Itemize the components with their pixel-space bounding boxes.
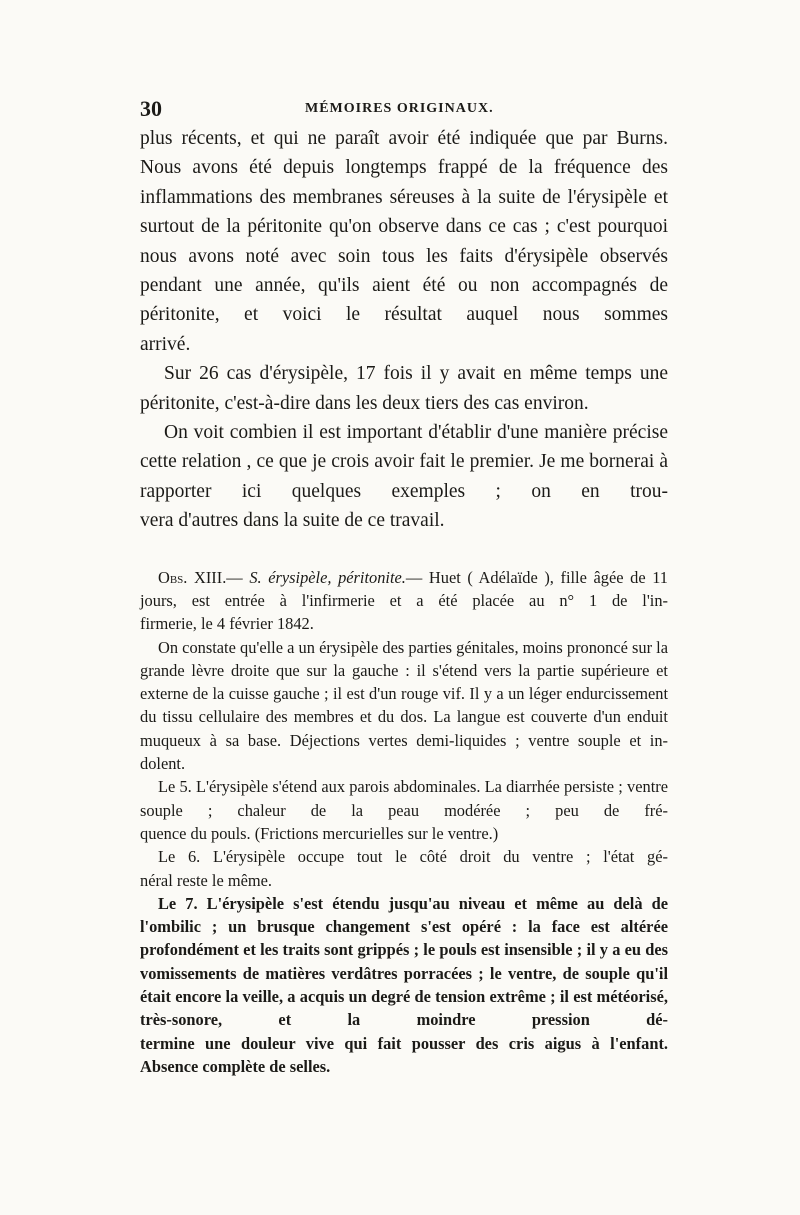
- observation-block: [140, 566, 668, 1079]
- observation-paragraph-3: Le 6. L'érysipèle occupe tout le côté droit du ventre ; l'état gé-: [158, 847, 668, 867]
- observation-paragraph-3-end: néral reste le même.: [140, 870, 272, 890]
- observation-label: Obs. XIII.—: [158, 567, 243, 587]
- paragraph-2: Sur 26 cas d'érysipèle, 17 fois il y avait en même temps une: [164, 363, 668, 385]
- observation-intro: [140, 566, 668, 613]
- observation-paragraph-2-end: quence du pouls. (Frictions mercurielles sur le ventre.): [140, 823, 499, 843]
- observation-paragraph-4: Le 7. L'érysipèle s'est étendu jusqu'au niveau et même au delà de l'ombilic ; un brusque changement s'est opéré : la face est altérée profondément et les traits sont grippés ; le pouls est insensible ; il y a eu des vomissements de matières verdâtres porracées ; le ventre, de souple qu'il était encore la veille, a acquis un degré de tension extrême ; il est météorisé, très-sonore, et la moindre pression dé-: [140, 893, 668, 1030]
- observation-paragraph-1: On constate qu'elle a un érysipèle des parties génitales, moins prononcé sur la grande lèvre droite que sur la gauche : il s'étend vers la partie supérieure et externe de la cuisse gauche ; il est d'un rouge vif. Il y a un léger endurcissement du tissu cellulaire des membres et du dos. La langue est couverte d'un enduit muqueux à sa base. Déjections vertes demi-liquides ; ventre souple et in-: [140, 637, 668, 750]
- observation-paragraph-4-line: termine une douleur vive qui fait pousser des cris aigus à l'enfant.: [140, 1033, 668, 1053]
- observation-paragraph-1-end: dolent.: [140, 754, 186, 774]
- running-head: [140, 96, 668, 120]
- observation-paragraph-2: Le 5. L'érysipèle s'étend aux parois abdominales. La diarrhée persiste ; ventre souple ; chaleur de la peau modérée ; peu de fré-: [140, 777, 668, 820]
- paragraph-1: plus récents, et qui ne paraît avoir été indiquée que par Burns. Nous avons été depuis longtemps frappé de la fréquence des inflammations des membranes séreuses à la suite de l'érysipèle et surtout de la péritonite qu'on observe dans ce cas ; c'est pourquoi nous avons noté avec soin tous les faits d'érysipèle observés pendant une année, qu'ils aient été ou non accompagnés de péritonite, et voici le résultat auquel nous sommes: [140, 128, 668, 326]
- observation-intro-end: firmerie, le 4 février 1842.: [140, 614, 314, 634]
- body-text: [140, 124, 668, 536]
- paragraph-3-end: vera d'autres dans la suite de ce travail.: [140, 510, 445, 532]
- running-title: MÉMOIRES ORIGINAUX.: [305, 101, 494, 116]
- page: [140, 96, 668, 1078]
- observation-intro-text: — Huet ( Adélaïde ), fille âgée de 11 jours, est entrée à l'infirmerie et a été placée au n° 1 de l'in-: [140, 567, 668, 610]
- paragraph-1-end: arrivé.: [140, 333, 191, 355]
- observation-title: S. érysipèle, péritonite.: [249, 567, 406, 587]
- page-number: 30: [140, 96, 162, 121]
- paragraph-3: On voit combien il est important d'établir d'une manière précise cette relation , ce que je crois avoir fait le premier. Je me bornerai à rapporter ici quelques exemples ; on en trou-: [140, 422, 668, 502]
- observation-paragraph-4-last: Absence complète de selles.: [140, 1056, 331, 1076]
- paragraph-2-end: péritonite, c'est-à-dire dans les deux tiers des cas environ.: [140, 392, 589, 414]
